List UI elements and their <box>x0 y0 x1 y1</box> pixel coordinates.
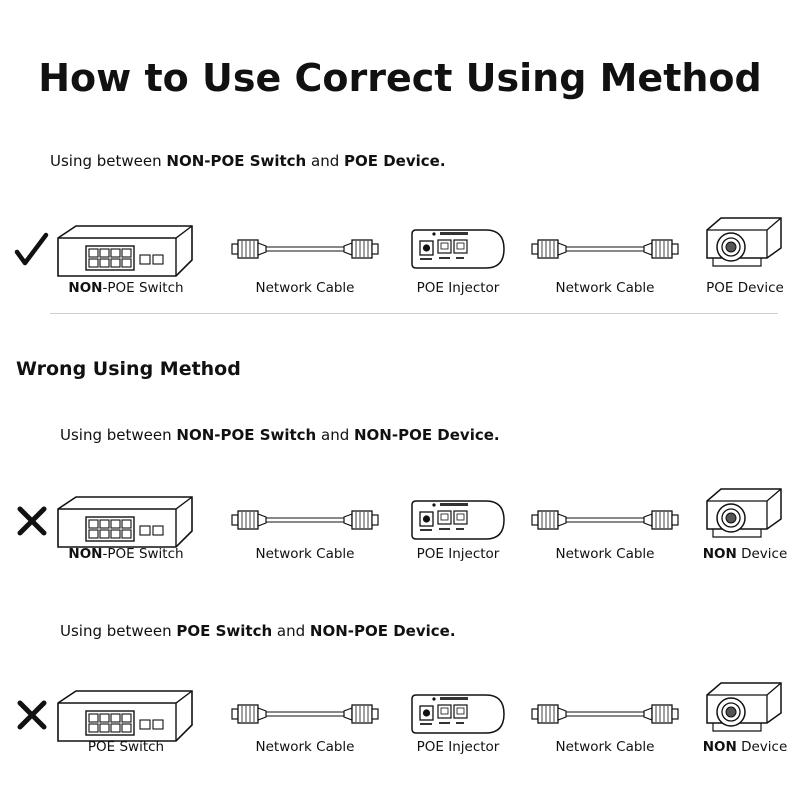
network-cable-icon <box>230 505 380 539</box>
device-label-text: Network Cable <box>555 739 655 755</box>
switch-icon <box>56 224 196 284</box>
poe-injector-icon <box>410 499 506 545</box>
device-label-text: POE Injector <box>416 280 500 296</box>
cross-icon <box>14 697 50 733</box>
device-label-bold: NON <box>702 739 737 755</box>
divider <box>50 313 778 314</box>
scenario-prefix: Using between <box>50 152 167 170</box>
scenario-source: POE Switch <box>176 622 273 640</box>
camera-icon <box>705 681 785 741</box>
device-label <box>388 546 528 562</box>
network-cable-icon <box>230 234 380 268</box>
device-label <box>675 546 800 562</box>
device-label <box>56 546 196 562</box>
device-label <box>675 280 800 296</box>
scenario-target: NON-POE Device. <box>309 622 456 640</box>
device-label <box>235 546 375 562</box>
device-label-bold: NON <box>702 546 737 562</box>
device-label-text: Network Cable <box>255 546 355 562</box>
device-label-text: POE Injector <box>416 546 500 562</box>
camera-icon <box>705 216 785 276</box>
device-label-bold: NON <box>68 280 103 296</box>
device-label <box>535 280 675 296</box>
device-label <box>675 739 800 755</box>
network-cable-icon <box>530 505 680 539</box>
scenario-source: NON-POE Switch <box>166 152 307 170</box>
device-label <box>535 739 675 755</box>
scenario-1 <box>50 152 446 170</box>
scenario-target: POE Device. <box>344 152 446 170</box>
network-cable-icon <box>530 699 680 733</box>
scenario-3 <box>60 622 456 640</box>
device-label-text: -POE Switch <box>102 280 184 296</box>
device-label <box>235 739 375 755</box>
device-label-bold: NON <box>68 546 103 562</box>
network-cable-icon <box>530 234 680 268</box>
device-label-text: POE Injector <box>416 739 500 755</box>
device-label <box>56 739 196 755</box>
scenario-2 <box>60 426 500 444</box>
device-label-text: Network Cable <box>555 546 655 562</box>
device-label-text: POE Switch <box>87 739 165 755</box>
checkmark-icon <box>14 232 50 268</box>
device-label-text: Network Cable <box>255 280 355 296</box>
camera-icon <box>705 487 785 547</box>
device-label-text: Network Cable <box>555 280 655 296</box>
scenario-prefix: Using between <box>60 622 177 640</box>
device-label-text: Device <box>736 546 788 562</box>
scenario-prefix: Using between <box>60 426 177 444</box>
device-label <box>388 739 528 755</box>
device-label <box>235 280 375 296</box>
wrong-method-title: Wrong Using Method <box>16 358 241 380</box>
page-title: How to Use Correct Using Method <box>38 56 762 100</box>
scenario-connector: and <box>306 152 344 170</box>
device-label <box>388 280 528 296</box>
device-label-text: POE Device <box>706 280 784 296</box>
scenario-source: NON-POE Switch <box>176 426 317 444</box>
poe-injector-icon <box>410 228 506 274</box>
poe-injector-icon <box>410 693 506 739</box>
device-label-text: Device <box>736 739 788 755</box>
cross-icon <box>14 503 50 539</box>
device-label <box>535 546 675 562</box>
device-label-text: -POE Switch <box>102 546 184 562</box>
scenario-connector: and <box>316 426 354 444</box>
scenario-target: NON-POE Device. <box>354 426 500 444</box>
scenario-connector: and <box>272 622 310 640</box>
network-cable-icon <box>230 699 380 733</box>
device-label <box>56 280 196 296</box>
device-label-text: Network Cable <box>255 739 355 755</box>
